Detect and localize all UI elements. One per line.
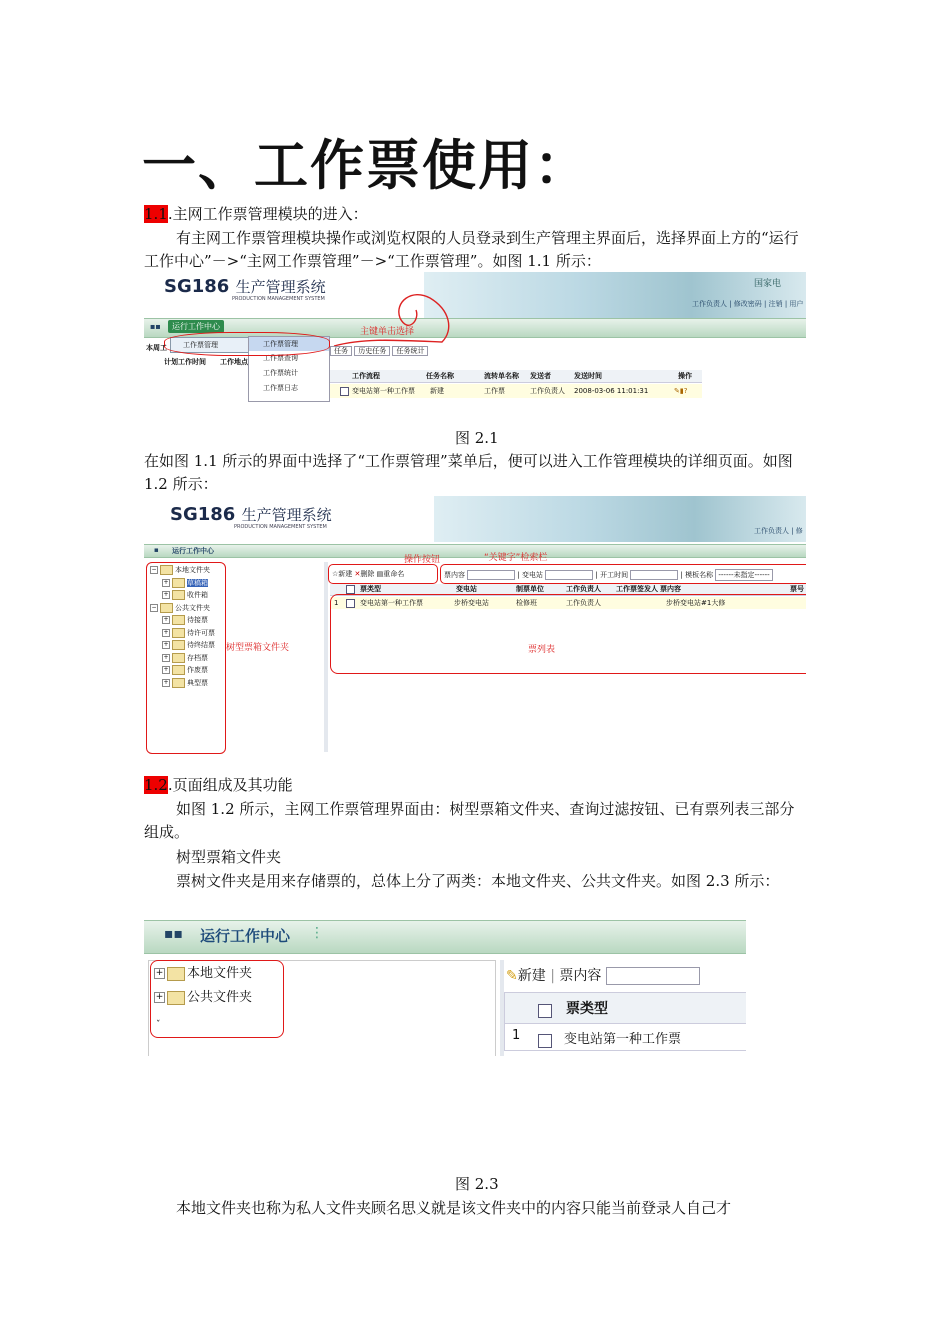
tab[interactable]: 任务统计 xyxy=(392,346,428,356)
tab[interactable]: 历史任务 xyxy=(354,346,390,356)
section-1-2-title: 1.2.页面组成及其功能 xyxy=(144,776,293,794)
content-search-input[interactable] xyxy=(606,967,700,985)
paragraph-6: 本地文件夹也称为私人文件夹顾名思义就是该文件夹中的内容只能当前登录人自己才 xyxy=(176,1199,732,1217)
tree-node[interactable]: − 本地文件夹 xyxy=(151,566,210,574)
submenu-item[interactable]: 工作票查询 xyxy=(263,354,298,362)
tree-node[interactable]: + 存档票 xyxy=(163,653,208,662)
tab[interactable]: 任务 xyxy=(330,346,352,356)
tree-node-local[interactable]: + 本地文件夹 xyxy=(155,966,253,981)
paragraph-5: 票树文件夹是用来存储票的，总体上分了两类：本地文件夹、公共文件夹。如图 2.3 所示： xyxy=(176,872,780,890)
table-row[interactable]: 1 变电站第一种工作票 步桥变电站 检修班 工作负责人 步桥变电站#1大修 xyxy=(330,597,806,609)
tree-node[interactable]: + 作废票 xyxy=(163,666,208,674)
table-row[interactable]: 变电站第一种工作票 新建 工作票 工作负责人 2008-03-06 11:01:31 ✎▮? xyxy=(330,384,702,398)
annotation-arrow-icon xyxy=(324,290,474,354)
annotation: 树型票箱文件夹 xyxy=(226,643,290,653)
figure-1-screenshot: SG186 生产管理系统 PRODUCTION MANAGEMENT SYSTEM 国家电 工作负责人 | 修改密码 | 注销 | 用户 ▪▪ 运行工作中心 工作票管理 工作票管理 工作票查询 工作票统计 工作票日志 主键单击选择 本周工 计划工作时间 工作地点 任务 历史任务 任务统计 工作流程 任务名称 流转单名称 发送者 发送时间 操作 变电站第一种工作票 新建 工作票 工作负责人 2008-03-06 11:01:31 ✎▮? xyxy=(144,272,806,406)
logo: SG186 xyxy=(170,504,236,525)
logo: SG186 xyxy=(164,276,230,297)
annotation: 票列表 xyxy=(528,645,556,655)
annotation: 操作按钮 xyxy=(404,555,441,565)
header-links[interactable]: 工作负责人 | 修改密码 | 注销 | 用户 xyxy=(692,300,804,308)
submenu-item[interactable]: 工作票统计 xyxy=(263,369,298,377)
menu-ticket-mgmt[interactable]: 工作票管理 xyxy=(170,337,264,353)
tree-node[interactable]: + 收件箱 xyxy=(163,591,208,599)
center-tab[interactable]: 运行工作中心 xyxy=(200,927,291,945)
center-button[interactable]: 运行工作中心 xyxy=(168,320,224,333)
caption-1: 图 2.1 xyxy=(455,429,499,447)
section-number: 1.1 xyxy=(144,205,168,223)
paragraph-2: 在如图 1.1 所示的界面中选择了“工作票管理”菜单后，便可以进入工作管理模块的详细页面。如图 1.2 所示： xyxy=(144,452,793,493)
tree-node[interactable]: + 典型票 xyxy=(163,678,208,687)
tree-node[interactable]: − 公共文件夹 xyxy=(151,603,210,612)
header-links[interactable]: 工作负责人 | 修 xyxy=(754,527,803,535)
new-button[interactable]: ✎新建 xyxy=(506,968,546,984)
tree-node-public[interactable]: + 公共文件夹 xyxy=(155,990,253,1005)
tree-node[interactable]: + 待接票 xyxy=(163,616,208,624)
submenu-item[interactable]: 工作票管理 xyxy=(249,337,329,351)
new-button[interactable]: ☆新建 xyxy=(332,570,353,578)
template-select[interactable]: ------未指定------ xyxy=(715,569,772,581)
center-tab[interactable]: 运行工作中心 xyxy=(172,547,214,555)
action-icons[interactable]: ✎▮? xyxy=(674,387,688,395)
annotation: “关键字”检索栏 xyxy=(484,553,548,563)
paragraph-4: 树型票箱文件夹 xyxy=(176,848,282,866)
annotation: 主键单击选择 xyxy=(360,327,415,337)
tree-node[interactable]: + 待终结票 xyxy=(163,641,215,649)
submenu-item[interactable]: 工作票日志 xyxy=(263,384,298,392)
figure-2-screenshot: SG186 生产管理系统 PRODUCTION MANAGEMENT SYSTEM 工作负责人 | 修 ▪ 运行工作中心 − 本地文件夹 + 草稿箱 + 收件箱 − 公共文件夹 + 待接票 + 待许可票 + 待终结票 + 存档票 + 作废票 + 典型票 树型票箱文件夹 操作按钮 “关键字”检索栏 ☆新建 ✕删除 ▤重命名 票内容 | 变电站 | 开工时间 | 模板名称 ------未指定------ 票类型 变电站 制票单位 工作负责人 工作票签发人 票内容 票号 1 变电站第一种工作票 步桥变电站 检修班 工作负责人 步桥变电站#1大修 票列表 xyxy=(144,496,806,758)
section-1-1-title: 1.1.主网工作票管理模块的进入： xyxy=(144,205,368,223)
paragraph-1: 有主网工作票管理模块操作或浏览权限的人员登录到生产管理主界面后，选择界面上方的“运行工作中心”－>“主网工作票管理”－>“工作票管理”。如图 1.1 所示： xyxy=(144,229,799,270)
delete-icon: ✕ xyxy=(354,570,361,578)
page-heading: 一、工作票使用： xyxy=(142,133,590,197)
caption-3: 图 2.3 xyxy=(455,1175,499,1193)
tree-node[interactable]: + 待许可票 xyxy=(163,628,215,637)
section-number: 1.2 xyxy=(144,776,168,794)
grid-icon: ▪▪ xyxy=(164,926,183,942)
figure-3-screenshot: ▪▪ 运行工作中心 ⋮ + 本地文件夹 + 公共文件夹 ˇ ✎新建 | 票内容 票类型 1 变电站第一种工作票 xyxy=(144,916,746,1056)
paragraph-3: 如图 1.2 所示，主网工作票管理界面由：树型票箱文件夹、查询过滤按钮、已有票列表三部分组成。 xyxy=(144,800,795,841)
tree-node[interactable]: + 草稿箱 xyxy=(163,578,208,587)
delete-button[interactable]: 删除 xyxy=(360,570,375,578)
rename-button[interactable]: ▤重命名 xyxy=(376,570,405,578)
